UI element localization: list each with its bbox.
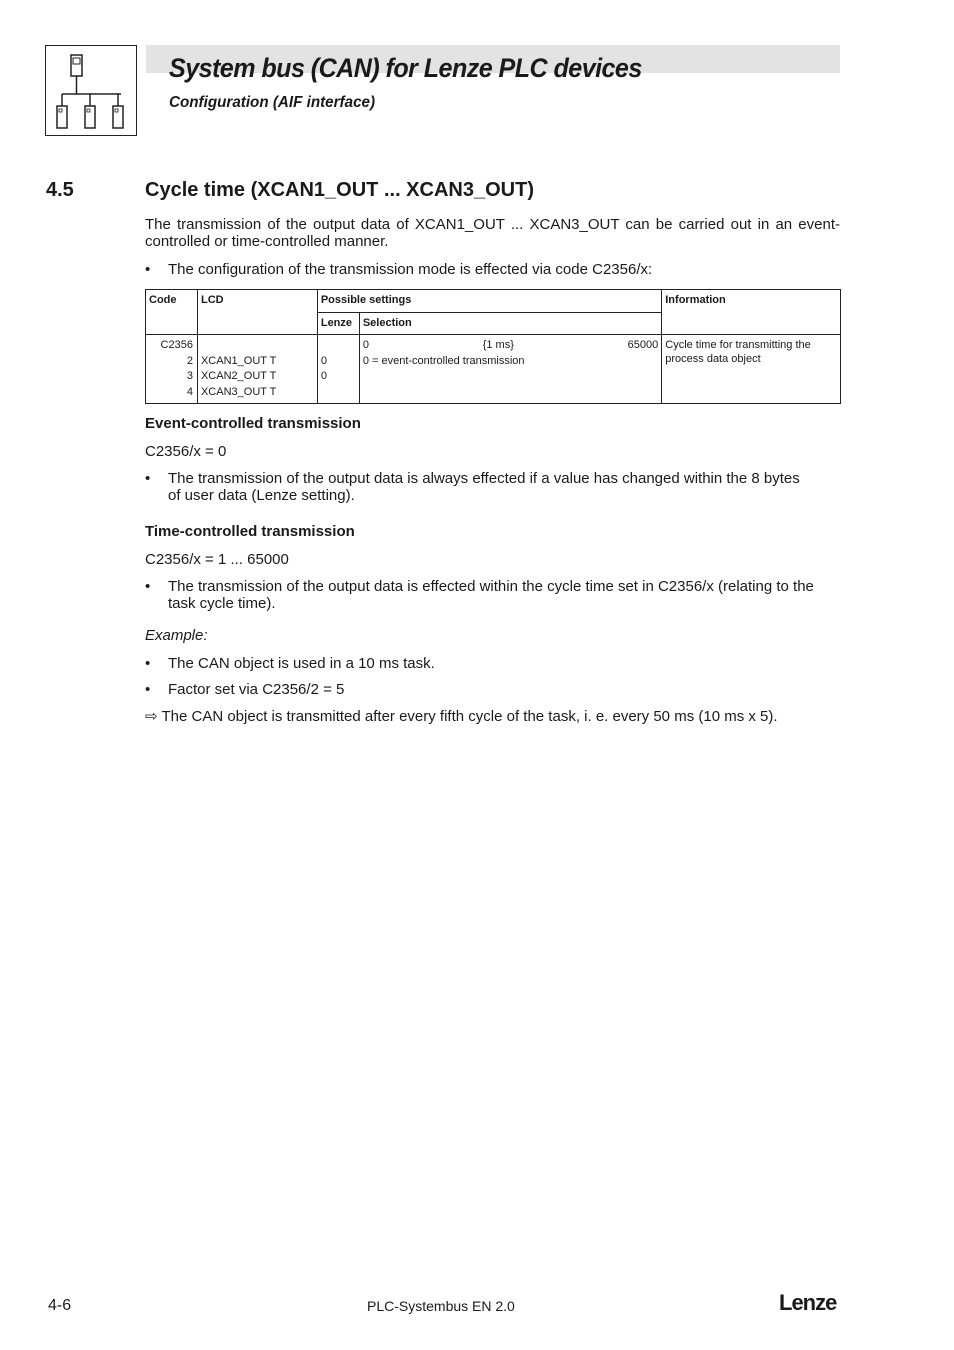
list-item (145, 655, 840, 672)
selection-max: 65000 (627, 339, 659, 351)
list-item (145, 578, 840, 612)
list-item (145, 261, 840, 278)
bullet-icon: • (145, 655, 151, 672)
event-formula: C2356/x = 0 (145, 443, 227, 460)
header-code: Code (146, 290, 198, 335)
bullet-text: The transmission of the output data is always effected if a value has changed within the 8 bytes of user data (Lenze setting). (168, 470, 800, 504)
list-item (145, 470, 815, 504)
selection-note: 0 = event-controlled transmission (362, 354, 525, 367)
brand-logo: Lenze (779, 1290, 837, 1315)
arrow-right-icon: ⇨ (145, 708, 158, 725)
bullet-icon: • (145, 578, 151, 595)
lenze-value: 0 (320, 370, 327, 382)
bullet-icon: • (145, 681, 151, 698)
list-item (145, 681, 840, 698)
table-row (146, 335, 841, 404)
time-heading: Time-controlled transmission (145, 523, 355, 540)
bullet-icon: • (145, 261, 151, 278)
code-cell (146, 335, 198, 404)
document-subtitle: Configuration (AIF interface) (169, 94, 376, 111)
section-title: Cycle time (XCAN1_OUT ... XCAN3_OUT) (145, 179, 534, 201)
selection-step: {1 ms} (482, 339, 514, 351)
lcd-value: XCAN2_OUT T (200, 370, 277, 382)
bullet-text: The CAN object is used in a 10 ms task. (168, 655, 435, 672)
lcd-value: XCAN3_OUT T (200, 385, 277, 398)
section-number: 4.5 (46, 179, 74, 201)
header-information: Information (662, 290, 841, 335)
result-text: The CAN object is transmitted after every fifth cycle of the task, i. e. every 50 ms (10 ms x 5). (161, 708, 778, 725)
code-sub: 2 (186, 354, 193, 367)
header-possible-settings: Possible settings (317, 290, 661, 313)
bullet-text: The configuration of the transmission mode is effected via code C2356/x: (168, 261, 653, 278)
header-lcd: LCD (197, 290, 317, 335)
header-selection: Selection (359, 312, 661, 335)
intro-paragraph: The transmission of the output data of XCAN1_OUT ... XCAN3_OUT can be carried out in an event-controlled or time-controlled manner. (145, 216, 840, 250)
bullet-icon: • (145, 470, 151, 487)
bullet-text: Factor set via C2356/2 = 5 (168, 681, 345, 698)
parameter-table (145, 289, 841, 404)
selection-cell (359, 335, 661, 404)
header-lenze: Lenze (317, 312, 359, 335)
code-sub: 4 (186, 385, 193, 398)
lcd-cell (197, 335, 317, 404)
code-sub: 3 (186, 370, 193, 382)
network-devices-icon (45, 45, 137, 136)
result-line (145, 708, 840, 725)
code-main: C2356 (160, 339, 193, 351)
time-formula: C2356/x = 1 ... 65000 (145, 551, 289, 568)
lenze-cell (317, 335, 359, 404)
lenze-value: 0 (320, 354, 327, 367)
page-number: 4-6 (48, 1297, 72, 1314)
information-cell: Cycle time for transmitting the process data object (662, 335, 841, 404)
footer-document-name: PLC-Systembus EN 2.0 (367, 1298, 515, 1314)
example-label: Example: (145, 627, 208, 644)
event-heading: Event-controlled transmission (145, 415, 361, 432)
lcd-value: XCAN1_OUT T (200, 354, 277, 367)
bullet-text: The transmission of the output data is effected within the cycle time set in C2356/x (relating to the task cycle time). (168, 578, 814, 612)
selection-min: 0 (362, 339, 369, 351)
document-title: System bus (CAN) for Lenze PLC devices (169, 53, 642, 83)
